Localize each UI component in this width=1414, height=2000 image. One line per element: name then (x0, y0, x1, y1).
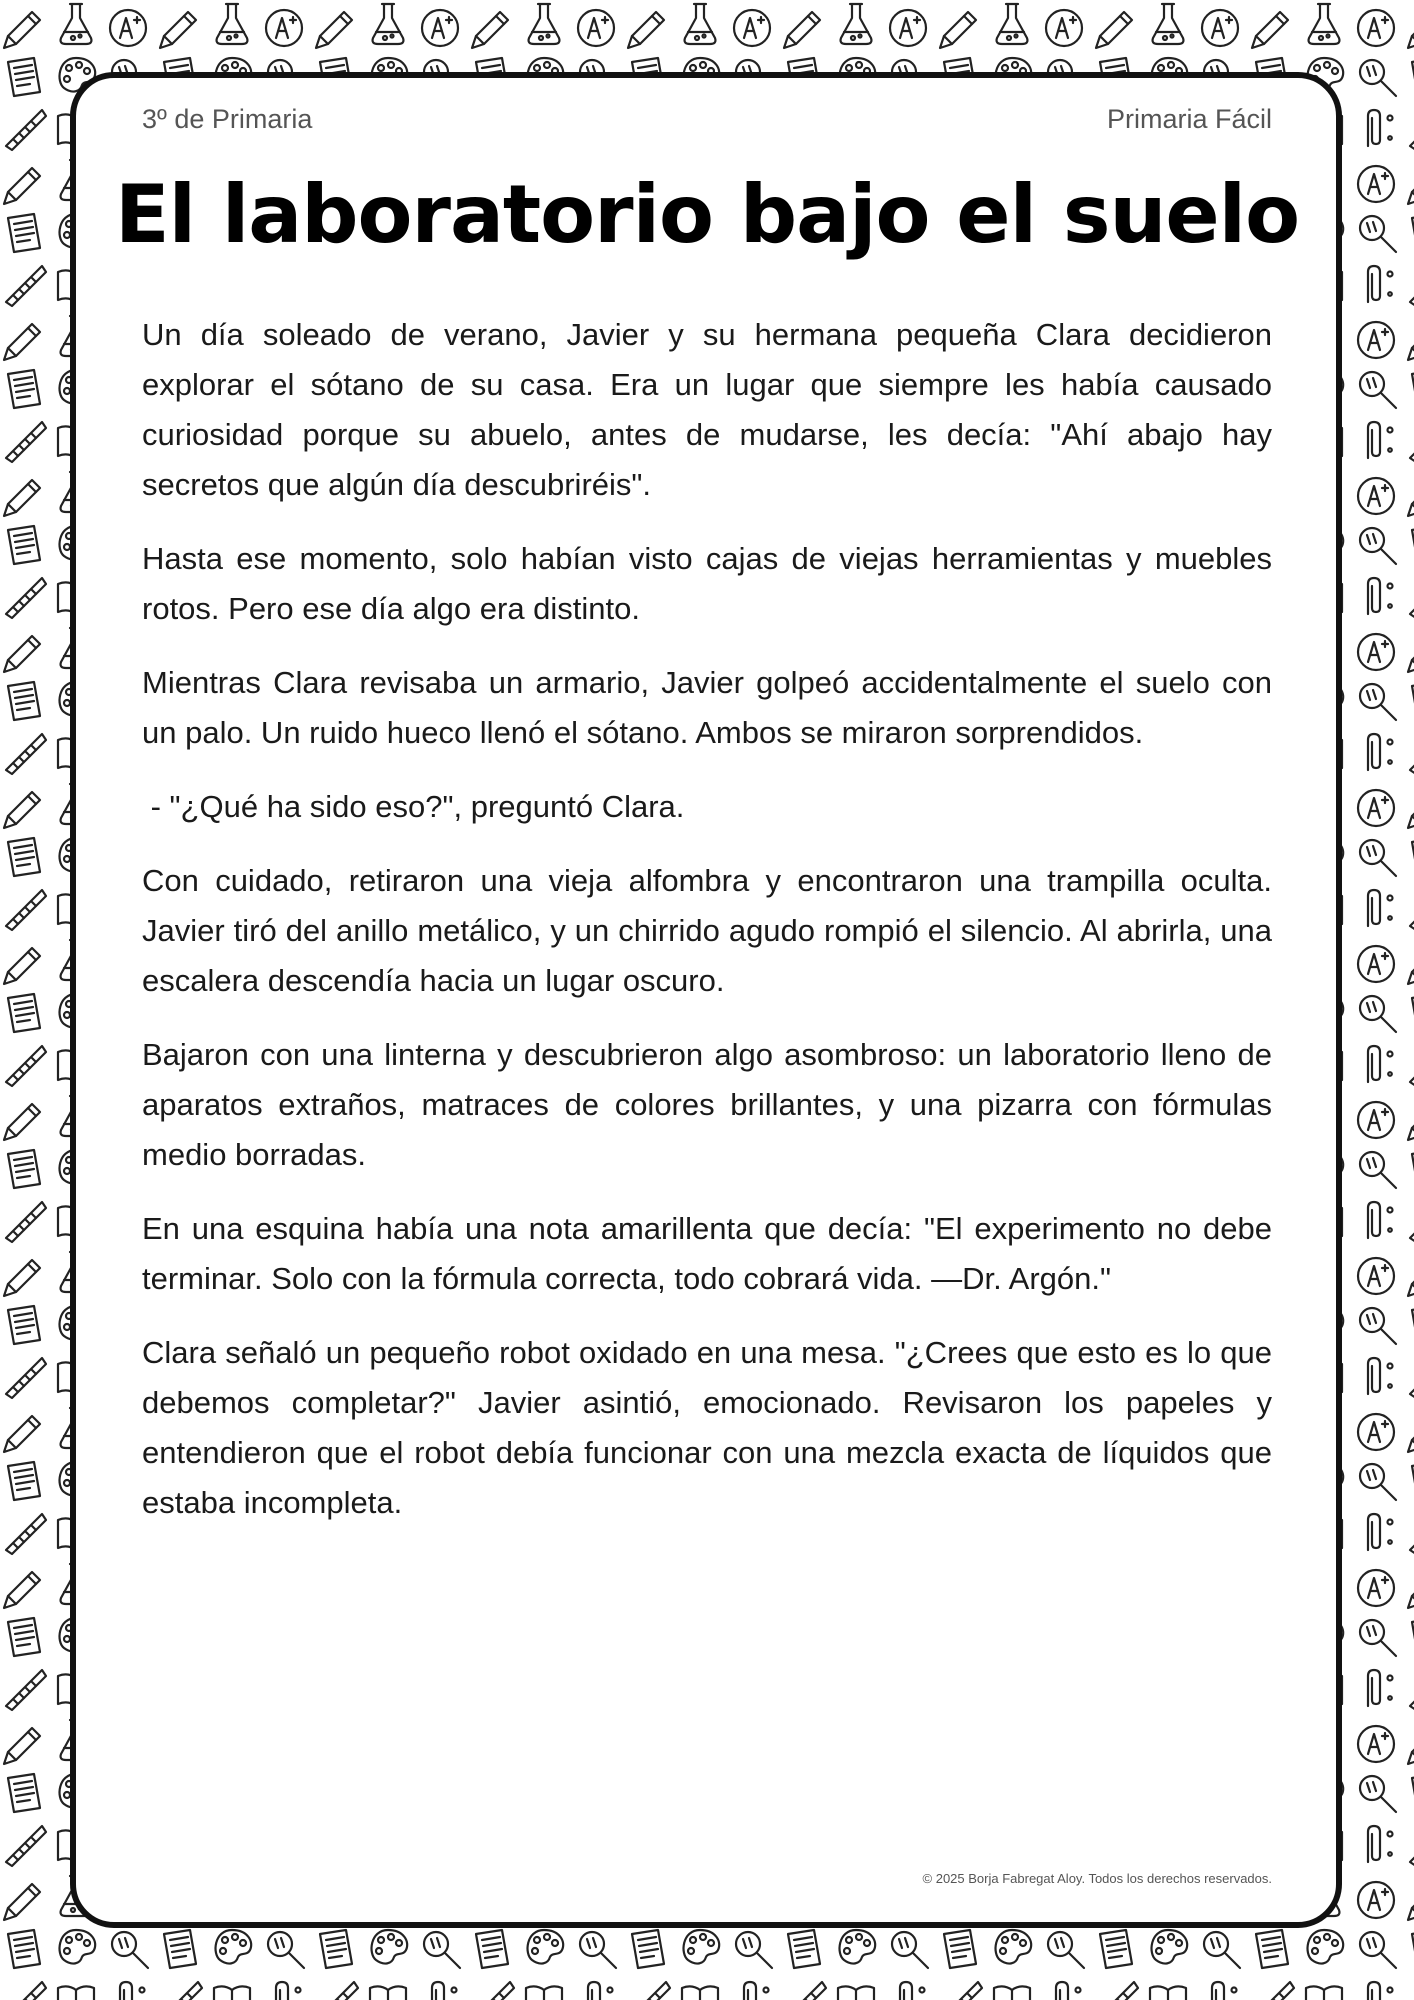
story-paragraph-6: Bajaron con una linterna y descubrieron algo asombroso: un laboratorio lleno de aparatos extraños, matraces de colores brillantes, y una pizarra con fórmulas medio borradas. (142, 1037, 1272, 1172)
copyright-notice: © 2025 Borja Fabregat Aloy. Todos los derechos reservados. (922, 1871, 1272, 1886)
story-title: El laboratorio bajo el suelo (114, 168, 1300, 261)
story-paragraph-7: En una esquina había una nota amarillenta que decía: "El experimento no debe terminar. Solo con la fórmula correcta, todo cobrará vida. —Dr. Argón." (142, 1211, 1272, 1296)
grade-label: 3º de Primaria (142, 104, 313, 134)
story-paragraph-4: - "¿Qué ha sido eso?", preguntó Clara. (142, 789, 685, 824)
story-paragraph-8: Clara señaló un pequeño robot oxidado en una mesa. "¿Crees que esto es lo que debemos completar?" Javier asintió, emocionado. Revisaron los papeles y entendieron que el robot debía funcionar con una mezcla exacta de líquidos que estaba incompleta. (142, 1335, 1272, 1520)
story-paragraph-5: Con cuidado, retiraron una vieja alfombra y encontraron una trampilla oculta. Javier tiró del anillo metálico, y un chirrido agudo rompió el silencio. Al abrirla, una escalera descendía hacia un lugar oscuro. (142, 863, 1272, 998)
story-paragraph-1: Un día soleado de verano, Javier y su hermana pequeña Clara decidieron explorar el sótano de su casa. Era un lugar que siempre les había causado curiosidad porque su abuelo, antes de mudarse, les decía: "Ahí abajo hay secretos que algún día descubriréis". (142, 317, 1272, 502)
brand-label: Primaria Fácil (1106, 104, 1272, 134)
story-paragraph-2: Hasta ese momento, solo habían visto cajas de viejas herramientas y muebles rotos. Pero ese día algo era distinto. (142, 541, 1272, 626)
story-body (142, 310, 1272, 1552)
story-paragraph-3: Mientras Clara revisaba un armario, Javier golpeó accidentalmente el suelo con un palo. Un ruido hueco llenó el sótano. Ambos se miraron sorprendidos. (142, 665, 1272, 750)
